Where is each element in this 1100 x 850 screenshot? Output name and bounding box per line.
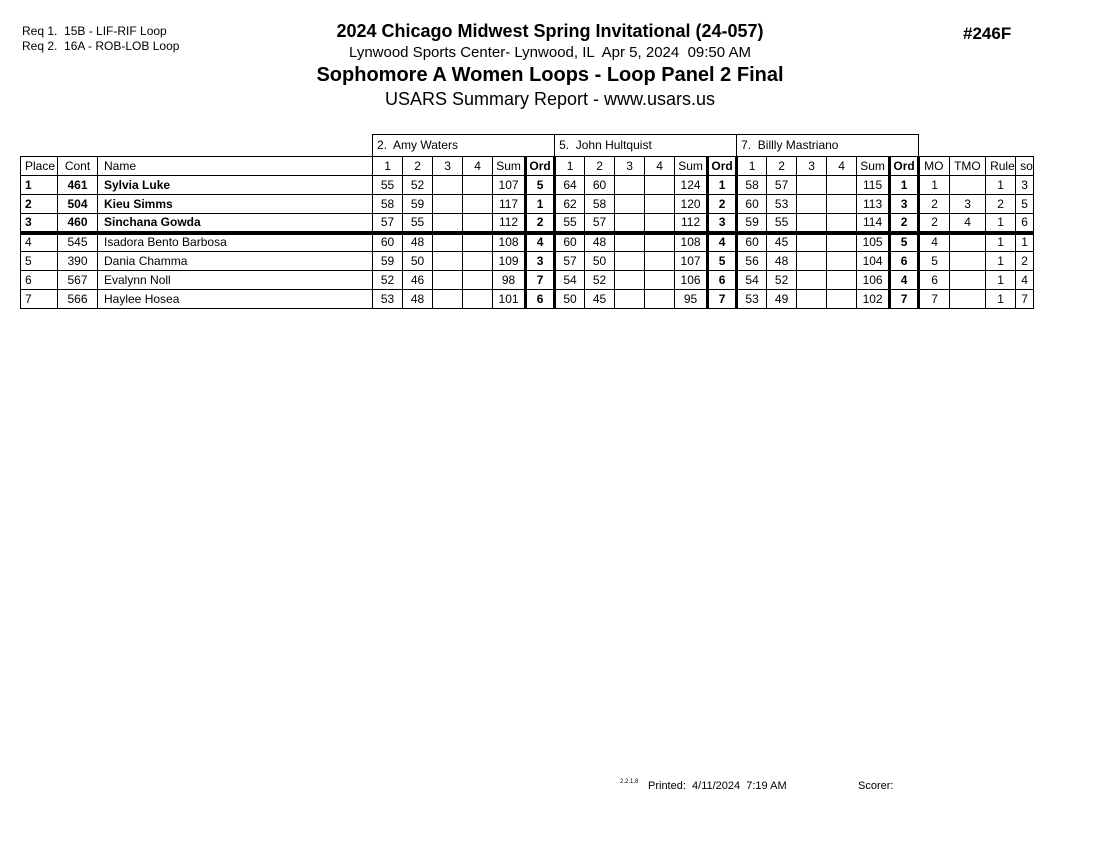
judge1-score-1-cell: 60 bbox=[373, 233, 403, 252]
header-judge3-3: 3 bbox=[797, 157, 827, 176]
judge-name-1: 2. Amy Waters bbox=[373, 135, 555, 157]
judge1-sum-cell: 109 bbox=[493, 252, 526, 271]
judge3-score-2-cell: 48 bbox=[767, 252, 797, 271]
judge1-sum-cell: 108 bbox=[493, 233, 526, 252]
header-judge1-ord: Ord bbox=[526, 157, 555, 176]
judge2-ordinal-cell: 2 bbox=[708, 195, 737, 214]
judge1-score-3-cell bbox=[433, 195, 463, 214]
place-cell: 3 bbox=[21, 214, 58, 233]
judge3-score-3-cell bbox=[797, 176, 827, 195]
contestant-number-cell: 545 bbox=[58, 233, 98, 252]
sum-ordinals-cell: 6 bbox=[1016, 214, 1034, 233]
judge1-score-2-cell: 52 bbox=[403, 176, 433, 195]
judge2-ordinal-cell: 6 bbox=[708, 271, 737, 290]
judge3-score-4-cell bbox=[827, 271, 857, 290]
skater-name-cell: Sinchana Gowda bbox=[98, 214, 373, 233]
judge2-sum-cell: 108 bbox=[675, 233, 708, 252]
header-judge3-2: 2 bbox=[767, 157, 797, 176]
skater-name-cell: Evalynn Noll bbox=[98, 271, 373, 290]
judge3-ordinal-cell: 3 bbox=[890, 195, 919, 214]
judge1-sum-cell: 112 bbox=[493, 214, 526, 233]
header-place: Place bbox=[21, 157, 58, 176]
report-type-line: USARS Summary Report - www.usars.us bbox=[384, 89, 716, 109]
table-row bbox=[21, 290, 1034, 309]
judge3-sum-cell: 102 bbox=[857, 290, 890, 309]
rule-cell: 1 bbox=[986, 214, 1016, 233]
judge3-sum-cell: 104 bbox=[857, 252, 890, 271]
total-majority-ordinal-cell bbox=[950, 176, 986, 195]
judge2-score-1-cell: 62 bbox=[555, 195, 585, 214]
judge1-score-2-cell: 55 bbox=[403, 214, 433, 233]
judge2-sum-cell: 95 bbox=[675, 290, 708, 309]
judge1-score-2-cell: 48 bbox=[403, 233, 433, 252]
skater-name-cell: Haylee Hosea bbox=[98, 290, 373, 309]
competition-title: 2024 Chicago Midwest Spring Invitational (24-057) bbox=[336, 21, 764, 41]
judge2-sum-cell: 106 bbox=[675, 271, 708, 290]
judge3-score-1-cell: 60 bbox=[737, 195, 767, 214]
judge1-score-1-cell: 59 bbox=[373, 252, 403, 271]
rule-cell: 1 bbox=[986, 233, 1016, 252]
judge2-sum-cell: 120 bbox=[675, 195, 708, 214]
judge3-sum-cell: 114 bbox=[857, 214, 890, 233]
header-judge2-2: 2 bbox=[585, 157, 615, 176]
judge2-sum-cell: 124 bbox=[675, 176, 708, 195]
table-row bbox=[21, 233, 1034, 252]
judge2-score-3-cell bbox=[615, 252, 645, 271]
judge-names-row bbox=[21, 135, 1034, 157]
header-judge1-sum: Sum bbox=[493, 157, 526, 176]
judge1-score-1-cell: 55 bbox=[373, 176, 403, 195]
judge3-ordinal-cell: 4 bbox=[890, 271, 919, 290]
header-judge1-4: 4 bbox=[463, 157, 493, 176]
majority-ordinal-cell: 4 bbox=[919, 233, 950, 252]
judge1-score-3-cell bbox=[433, 214, 463, 233]
judge3-score-4-cell bbox=[827, 233, 857, 252]
header-judge3-1: 1 bbox=[737, 157, 767, 176]
judge1-score-4-cell bbox=[463, 252, 493, 271]
judge1-score-2-cell: 48 bbox=[403, 290, 433, 309]
judge2-score-4-cell bbox=[645, 233, 675, 252]
judge-name-2: 5. John Hultquist bbox=[555, 135, 737, 157]
judge1-score-3-cell bbox=[433, 252, 463, 271]
judge1-score-4-cell bbox=[463, 233, 493, 252]
judge3-score-2-cell: 55 bbox=[767, 214, 797, 233]
judge2-score-2-cell: 50 bbox=[585, 252, 615, 271]
judge1-sum-cell: 101 bbox=[493, 290, 526, 309]
header-judge3-ord: Ord bbox=[890, 157, 919, 176]
judge2-ordinal-cell: 3 bbox=[708, 214, 737, 233]
judge3-score-1-cell: 58 bbox=[737, 176, 767, 195]
judge3-score-4-cell bbox=[827, 290, 857, 309]
judge2-score-2-cell: 57 bbox=[585, 214, 615, 233]
contestant-number-cell: 504 bbox=[58, 195, 98, 214]
header-judge1-2: 2 bbox=[403, 157, 433, 176]
skater-name-cell: Sylvia Luke bbox=[98, 176, 373, 195]
judge2-sum-cell: 107 bbox=[675, 252, 708, 271]
place-cell: 7 bbox=[21, 290, 58, 309]
judge3-score-1-cell: 56 bbox=[737, 252, 767, 271]
judge1-score-1-cell: 52 bbox=[373, 271, 403, 290]
judge2-score-1-cell: 57 bbox=[555, 252, 585, 271]
judge3-score-2-cell: 45 bbox=[767, 233, 797, 252]
judge3-score-2-cell: 49 bbox=[767, 290, 797, 309]
header-mo: MO bbox=[919, 157, 950, 176]
judge3-score-3-cell bbox=[797, 233, 827, 252]
judge3-score-1-cell: 60 bbox=[737, 233, 767, 252]
place-cell: 2 bbox=[21, 195, 58, 214]
rule-cell: 1 bbox=[986, 290, 1016, 309]
judge1-score-1-cell: 57 bbox=[373, 214, 403, 233]
sum-ordinals-cell: 7 bbox=[1016, 290, 1034, 309]
event-title: Sophomore A Women Loops - Loop Panel 2 Final bbox=[316, 64, 784, 86]
skater-name-cell: Isadora Bento Barbosa bbox=[98, 233, 373, 252]
judge2-score-1-cell: 54 bbox=[555, 271, 585, 290]
header-judge1-3: 3 bbox=[433, 157, 463, 176]
report-header bbox=[0, 20, 1100, 111]
judge1-sum-cell: 107 bbox=[493, 176, 526, 195]
header-judge3-4: 4 bbox=[827, 157, 857, 176]
judge3-score-3-cell bbox=[797, 290, 827, 309]
judge3-sum-cell: 113 bbox=[857, 195, 890, 214]
judge2-score-2-cell: 52 bbox=[585, 271, 615, 290]
venue-date-line: Lynwood Sports Center- Lynwood, IL Apr 5, 2024 09:50 AM bbox=[349, 44, 751, 61]
judge1-score-1-cell: 58 bbox=[373, 195, 403, 214]
judge2-ordinal-cell: 4 bbox=[708, 233, 737, 252]
judge2-ordinal-cell: 1 bbox=[708, 176, 737, 195]
judge3-score-3-cell bbox=[797, 195, 827, 214]
header-judge3-sum: Sum bbox=[857, 157, 890, 176]
rule-cell: 1 bbox=[986, 176, 1016, 195]
judge1-ordinal-cell: 3 bbox=[526, 252, 555, 271]
judge1-score-4-cell bbox=[463, 195, 493, 214]
contestant-number-cell: 460 bbox=[58, 214, 98, 233]
total-majority-ordinal-cell bbox=[950, 271, 986, 290]
place-cell: 1 bbox=[21, 176, 58, 195]
judge3-score-4-cell bbox=[827, 214, 857, 233]
judge1-score-1-cell: 53 bbox=[373, 290, 403, 309]
judge1-ordinal-cell: 5 bbox=[526, 176, 555, 195]
judge2-score-4-cell bbox=[645, 252, 675, 271]
judge2-ordinal-cell: 5 bbox=[708, 252, 737, 271]
judge2-score-4-cell bbox=[645, 195, 675, 214]
judge1-score-2-cell: 46 bbox=[403, 271, 433, 290]
table-row bbox=[21, 176, 1034, 195]
judge3-score-2-cell: 53 bbox=[767, 195, 797, 214]
judge2-score-4-cell bbox=[645, 176, 675, 195]
judge1-score-4-cell bbox=[463, 176, 493, 195]
judge2-score-3-cell bbox=[615, 271, 645, 290]
sum-ordinals-cell: 1 bbox=[1016, 233, 1034, 252]
judge3-ordinal-cell: 1 bbox=[890, 176, 919, 195]
judge1-sum-cell: 98 bbox=[493, 271, 526, 290]
judge3-score-3-cell bbox=[797, 252, 827, 271]
header-judge2-3: 3 bbox=[615, 157, 645, 176]
column-header-row bbox=[21, 157, 1034, 176]
judge2-ordinal-cell: 7 bbox=[708, 290, 737, 309]
judge1-sum-cell: 117 bbox=[493, 195, 526, 214]
majority-ordinal-cell: 1 bbox=[919, 176, 950, 195]
majority-ordinal-cell: 7 bbox=[919, 290, 950, 309]
judge2-score-3-cell bbox=[615, 233, 645, 252]
judge3-score-2-cell: 57 bbox=[767, 176, 797, 195]
results-table bbox=[20, 134, 1034, 309]
total-majority-ordinal-cell bbox=[950, 233, 986, 252]
sum-ordinals-cell: 4 bbox=[1016, 271, 1034, 290]
judge3-score-1-cell: 59 bbox=[737, 214, 767, 233]
software-version: 2.2.1.8 bbox=[620, 779, 639, 785]
place-cell: 6 bbox=[21, 271, 58, 290]
header-so: so bbox=[1016, 157, 1034, 176]
table-row bbox=[21, 252, 1034, 271]
results-table-container bbox=[20, 134, 1034, 309]
skater-name-cell: Dania Chamma bbox=[98, 252, 373, 271]
judge3-ordinal-cell: 5 bbox=[890, 233, 919, 252]
skater-name-cell: Kieu Simms bbox=[98, 195, 373, 214]
printed-timestamp: Printed: 4/11/2024 7:19 AM bbox=[648, 780, 787, 792]
judge3-score-4-cell bbox=[827, 252, 857, 271]
judge1-score-2-cell: 50 bbox=[403, 252, 433, 271]
judge2-score-2-cell: 48 bbox=[585, 233, 615, 252]
spacer-cell bbox=[21, 135, 373, 157]
majority-ordinal-cell: 6 bbox=[919, 271, 950, 290]
header-name: Name bbox=[98, 157, 373, 176]
judge1-ordinal-cell: 1 bbox=[526, 195, 555, 214]
judge3-score-4-cell bbox=[827, 195, 857, 214]
judge2-score-1-cell: 60 bbox=[555, 233, 585, 252]
judge3-sum-cell: 106 bbox=[857, 271, 890, 290]
judge1-score-4-cell bbox=[463, 214, 493, 233]
majority-ordinal-cell: 2 bbox=[919, 214, 950, 233]
sum-ordinals-cell: 3 bbox=[1016, 176, 1034, 195]
judge2-score-3-cell bbox=[615, 290, 645, 309]
judge2-score-1-cell: 55 bbox=[555, 214, 585, 233]
judge1-ordinal-cell: 4 bbox=[526, 233, 555, 252]
judge2-score-2-cell: 60 bbox=[585, 176, 615, 195]
sum-ordinals-cell: 5 bbox=[1016, 195, 1034, 214]
judge1-score-4-cell bbox=[463, 271, 493, 290]
judge2-score-1-cell: 50 bbox=[555, 290, 585, 309]
judge3-ordinal-cell: 6 bbox=[890, 252, 919, 271]
judge1-score-3-cell bbox=[433, 290, 463, 309]
contestant-number-cell: 461 bbox=[58, 176, 98, 195]
judge3-score-3-cell bbox=[797, 214, 827, 233]
judge2-score-2-cell: 45 bbox=[585, 290, 615, 309]
header-judge2-ord: Ord bbox=[708, 157, 737, 176]
req-line-1: Req 1. 15B - LIF-RIF Loop bbox=[22, 24, 167, 38]
place-cell: 4 bbox=[21, 233, 58, 252]
judge2-score-4-cell bbox=[645, 290, 675, 309]
judge2-score-3-cell bbox=[615, 176, 645, 195]
total-majority-ordinal-cell bbox=[950, 290, 986, 309]
judge2-score-4-cell bbox=[645, 271, 675, 290]
contestant-number-cell: 567 bbox=[58, 271, 98, 290]
total-majority-ordinal-cell bbox=[950, 252, 986, 271]
header-judge1-1: 1 bbox=[373, 157, 403, 176]
judge3-score-3-cell bbox=[797, 271, 827, 290]
judge3-score-1-cell: 53 bbox=[737, 290, 767, 309]
judge2-score-2-cell: 58 bbox=[585, 195, 615, 214]
judge1-score-2-cell: 59 bbox=[403, 195, 433, 214]
judge1-ordinal-cell: 7 bbox=[526, 271, 555, 290]
place-cell: 5 bbox=[21, 252, 58, 271]
rule-cell: 2 bbox=[986, 195, 1016, 214]
header-judge2-4: 4 bbox=[645, 157, 675, 176]
contestant-number-cell: 566 bbox=[58, 290, 98, 309]
req-line-2: Req 2. 16A - ROB-LOB Loop bbox=[22, 39, 180, 53]
judge2-score-3-cell bbox=[615, 214, 645, 233]
header-judge2-sum: Sum bbox=[675, 157, 708, 176]
judge2-score-3-cell bbox=[615, 195, 645, 214]
header-judge2-1: 1 bbox=[555, 157, 585, 176]
judge3-sum-cell: 105 bbox=[857, 233, 890, 252]
header-cont: Cont bbox=[58, 157, 98, 176]
judge3-score-4-cell bbox=[827, 176, 857, 195]
spacer-cell bbox=[919, 135, 1034, 157]
judge3-sum-cell: 115 bbox=[857, 176, 890, 195]
judge1-score-3-cell bbox=[433, 176, 463, 195]
judge3-score-1-cell: 54 bbox=[737, 271, 767, 290]
rule-cell: 1 bbox=[986, 252, 1016, 271]
majority-ordinal-cell: 2 bbox=[919, 195, 950, 214]
judge3-ordinal-cell: 2 bbox=[890, 214, 919, 233]
judge1-ordinal-cell: 6 bbox=[526, 290, 555, 309]
judge1-score-3-cell bbox=[433, 233, 463, 252]
judge1-score-4-cell bbox=[463, 290, 493, 309]
total-majority-ordinal-cell: 3 bbox=[950, 195, 986, 214]
sum-ordinals-cell: 2 bbox=[1016, 252, 1034, 271]
judge3-ordinal-cell: 7 bbox=[890, 290, 919, 309]
judge1-score-3-cell bbox=[433, 271, 463, 290]
judge3-score-2-cell: 52 bbox=[767, 271, 797, 290]
judge1-ordinal-cell: 2 bbox=[526, 214, 555, 233]
sheet-number: #246F bbox=[963, 24, 1012, 43]
rule-cell: 1 bbox=[986, 271, 1016, 290]
contestant-number-cell: 390 bbox=[58, 252, 98, 271]
judge2-score-4-cell bbox=[645, 214, 675, 233]
header-rule: Rule bbox=[986, 157, 1016, 176]
table-row bbox=[21, 195, 1034, 214]
scorer-label: Scorer: bbox=[858, 780, 894, 792]
majority-ordinal-cell: 5 bbox=[919, 252, 950, 271]
table-row bbox=[21, 214, 1034, 233]
judge2-sum-cell: 112 bbox=[675, 214, 708, 233]
table-row bbox=[21, 271, 1034, 290]
judge2-score-1-cell: 64 bbox=[555, 176, 585, 195]
total-majority-ordinal-cell: 4 bbox=[950, 214, 986, 233]
judge-name-3: 7. Billly Mastriano bbox=[737, 135, 919, 157]
header-tmo: TMO bbox=[950, 157, 986, 176]
